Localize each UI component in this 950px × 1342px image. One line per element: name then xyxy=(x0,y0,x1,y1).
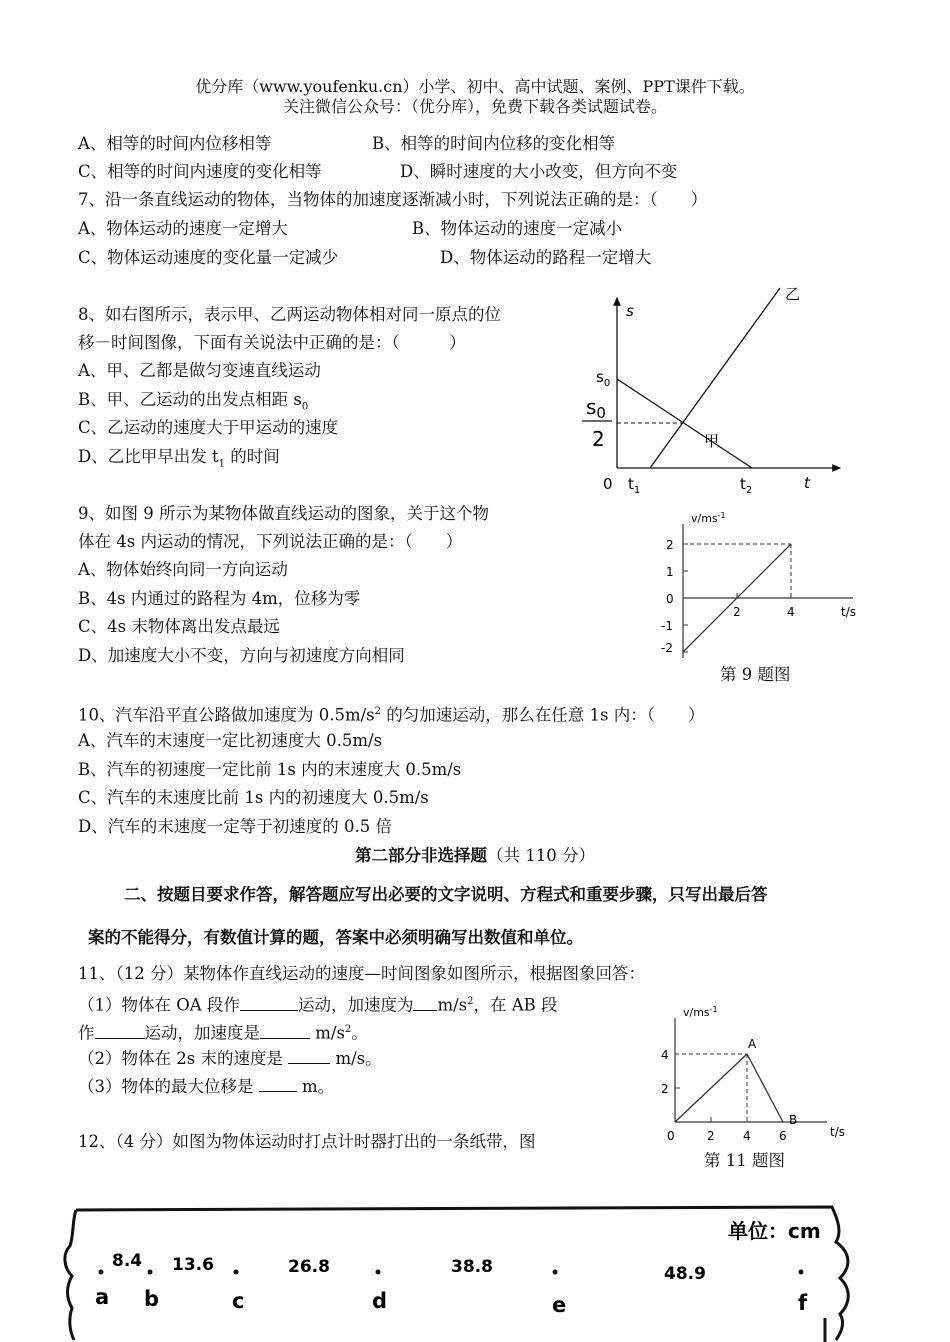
q8-option-d: D、乙比甲早出发 $t_1$ 的时间 xyxy=(78,447,280,470)
tape-outline-left xyxy=(65,1210,76,1340)
answer-blank-velocity-2s[interactable] xyxy=(288,1047,330,1064)
q12-stem: 12、（4 分）如图为物体运动时打点计时器打出的一条纸带，图 xyxy=(78,1132,536,1151)
tape-dot-e xyxy=(553,1270,558,1275)
point-a-label: A xyxy=(748,1037,757,1051)
tape-point-c: c xyxy=(232,1289,245,1313)
q8-stem-line-2: 移－时间图像，下面有关说法中正确的是：（ ） xyxy=(78,333,466,352)
half-s0-numerator: $s_0$ xyxy=(586,395,606,422)
t-axis-label: t xyxy=(804,474,810,492)
ticker-tape xyxy=(60,1200,860,1342)
x-tick-2: 2 xyxy=(707,1129,715,1143)
y-tick-minus-2: -2 xyxy=(661,641,673,655)
yi-label: 乙 xyxy=(785,285,801,303)
header-line-1: 优分库（www.youfenku.cn）小学、初中、高中试题、案例、PPT课件下载。 xyxy=(195,77,755,96)
tape-dot-f xyxy=(799,1270,804,1275)
q8-stem-line-1: 8、如右图所示，表示甲、乙两运动物体相对同一原点的位 xyxy=(78,305,501,324)
tape-unit-label: 单位：cm xyxy=(728,1219,821,1243)
q7-stem: 7、沿一条直线运动的物体，当物体的加速度逐渐减小时，下列说法正确的是：（ ） xyxy=(78,190,708,209)
q6-option-b: B、相等的时间内位移的变化相等 xyxy=(372,134,616,153)
q10-option-b: B、汽车的初速度一定比前 1s 内的末速度大 0.5m/s xyxy=(78,760,462,779)
q9-option-b: B、4s 内通过的路程为 4m，位移为零 xyxy=(78,589,361,608)
q11-figure-caption: 第 11 题图 xyxy=(704,1151,785,1170)
part2-title: 第二部分非选择题（共 110 分） xyxy=(355,846,595,865)
q9-option-c: C、4s 末物体离出发点最远 xyxy=(78,617,280,636)
y-tick-2: 2 xyxy=(666,538,674,552)
q7-option-b: B、物体运动的速度一定减小 xyxy=(412,219,623,238)
q9-option-d: D、加速度大小不变，方向与初速度方向相同 xyxy=(78,646,405,665)
tape-dot-a xyxy=(99,1270,104,1275)
q8-option-c: C、乙运动的速度大于甲运动的速度 xyxy=(78,418,339,437)
tape-point-e: e xyxy=(552,1293,567,1317)
q7-option-a: A、物体运动的速度一定增大 xyxy=(78,219,288,238)
tape-distance-2: 13.6 xyxy=(172,1255,214,1275)
q6-option-a: A、相等的时间内位移相等 xyxy=(78,134,272,153)
tape-dot-c xyxy=(234,1270,239,1275)
q6-option-d: D、瞬时速度的大小改变，但方向不变 xyxy=(400,162,678,181)
y-tick-1: 1 xyxy=(666,565,674,579)
tape-distance-1: 8.4 xyxy=(112,1251,143,1271)
t1-label: $t_1$ xyxy=(628,475,641,496)
y-tick-0: 0 xyxy=(666,592,674,606)
tape-distance-4: 38.8 xyxy=(451,1257,493,1277)
q8-option-a: A、甲、乙都是做匀变速直线运动 xyxy=(78,361,321,380)
x-tick-4: 4 xyxy=(787,605,795,619)
q10-option-d: D、汽车的末速度一定等于初速度的 0.5 倍 xyxy=(78,817,392,836)
q11-part-1-line-2: 作 运动，加速度是 $m/s^2$。 xyxy=(78,1023,368,1043)
y-tick-2: 2 xyxy=(661,1082,669,1096)
q9-stem-line-1: 9、如图 9 所示为某物体做直线运动的图象，关于这个物 xyxy=(78,504,489,523)
q7-option-d: D、物体运动的路程一定增大 xyxy=(440,248,652,267)
q9-vt-graph xyxy=(655,508,865,663)
tape-point-b: b xyxy=(144,1287,160,1311)
t-axis-label: t/s xyxy=(841,605,856,619)
q8-option-b: B、甲、乙运动的出发点相距 $s_0$ xyxy=(78,390,309,413)
q11-part-1-line-1: （1）物体在 OA 段作 运动，加速度为 $m/s^2$，在 AB 段 xyxy=(78,995,558,1015)
segment-oa xyxy=(675,1054,747,1122)
answer-blank-oa-motion[interactable] xyxy=(240,994,298,1011)
tape-point-f: f xyxy=(798,1291,808,1315)
q9-figure-caption: 第 9 题图 xyxy=(720,665,791,684)
y-tick-minus-1: -1 xyxy=(661,619,673,633)
tape-dot-b xyxy=(148,1270,153,1275)
answer-blank-max-displacement[interactable] xyxy=(259,1075,297,1092)
answer-blank-oa-acceleration[interactable] xyxy=(413,994,437,1011)
answer-blank-ab-acceleration[interactable] xyxy=(260,1022,310,1039)
v-axis-label: $v/ms^{-1}$ xyxy=(691,511,726,525)
part2-instruction-line-1: 二、按题目要求作答，解答题应写出必要的文字说明、方程式和重要步骤，只写出最后答 xyxy=(124,885,768,904)
line-jia xyxy=(617,379,752,468)
q10-option-a: A、汽车的末速度一定比初速度大 0.5m/s xyxy=(78,731,383,750)
t-axis-label: t/s xyxy=(830,1125,845,1139)
tape-point-d: d xyxy=(372,1289,388,1313)
q9-stem-line-2: 体在 4s 内运动的情况，下列说法正确的是：（ ） xyxy=(78,532,463,551)
x-tick-0: 0 xyxy=(667,1129,675,1143)
tape-distance-3: 26.8 xyxy=(288,1257,330,1277)
segment-ab xyxy=(747,1054,783,1122)
y-tick-4: 4 xyxy=(661,1048,669,1062)
t2-label: $t_2$ xyxy=(740,475,753,496)
q11-part-2: （2）物体在 2s 末的速度是 m/s。 xyxy=(78,1049,382,1068)
point-b-label: B xyxy=(789,1113,798,1127)
x-tick-2: 2 xyxy=(733,605,741,619)
s-axis-label: s xyxy=(626,302,634,320)
tape-dot-d xyxy=(376,1270,381,1275)
header-line-2: 关注微信公众号：（优分库），免费下载各类试题试卷。 xyxy=(282,97,667,116)
tape-point-a: a xyxy=(95,1285,110,1309)
q10-option-c: C、汽车的末速度比前 1s 内的初速度大 0.5m/s xyxy=(78,788,429,807)
x-tick-6: 6 xyxy=(779,1129,787,1143)
origin-label: 0 xyxy=(603,475,613,493)
half-s0-denominator: 2 xyxy=(592,427,605,451)
part2-instruction-line-2: 案的不能得分，有数值计算的题，答案中必须明确写出数值和单位。 xyxy=(88,928,583,947)
q8-st-graph xyxy=(570,280,860,500)
x-tick-4: 4 xyxy=(743,1129,751,1143)
q10-stem: 10、汽车沿平直公路做加速度为 $0.5m/s^2$ 的匀加速运动，那么在任意 1s 内：（ ） xyxy=(78,705,705,725)
tape-distance-5: 48.9 xyxy=(664,1264,706,1284)
jia-label: 甲 xyxy=(704,432,720,450)
q11-vt-graph xyxy=(655,998,855,1148)
s0-label: $s_0$ xyxy=(596,368,611,389)
q9-option-a: A、物体始终向同一方向运动 xyxy=(78,560,288,579)
q7-option-c: C、物体运动速度的变化量一定减少 xyxy=(78,248,339,267)
q11-part-3: （3）物体的最大位移是 m。 xyxy=(78,1077,335,1096)
q6-option-c: C、相等的时间内速度的变化相等 xyxy=(78,162,322,181)
q11-stem: 11、（12 分）某物体作直线运动的速度—时间图象如图所示，根据图象回答： xyxy=(78,964,645,983)
v-axis-label: $v/ms^{-1}$ xyxy=(683,1005,718,1019)
answer-blank-ab-motion[interactable] xyxy=(95,1022,145,1039)
